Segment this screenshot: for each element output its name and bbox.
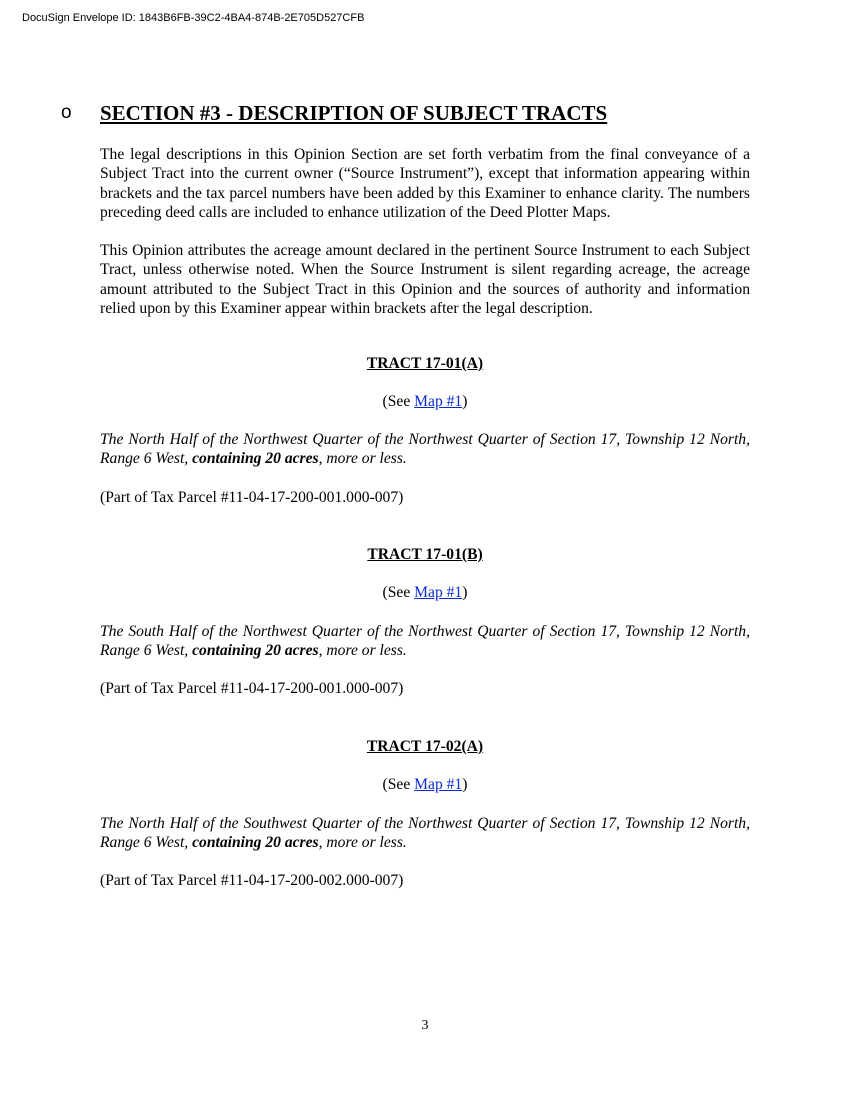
legal-text: The South Half of the Northwest Quarter of the Northwest Quarter of Section 17, Township 12 North, Range 6 West, <box>100 623 750 660</box>
see-suffix: ) <box>462 584 468 601</box>
map-link[interactable]: Map #1 <box>414 393 463 410</box>
legal-acreage: containing 20 acres <box>192 642 319 660</box>
legal-text-end: , more or less. <box>318 642 407 660</box>
tract-block-2-title <box>100 545 750 564</box>
tract-block-1-map-ref <box>100 392 750 411</box>
tract-block-3-legal-description <box>100 814 750 853</box>
map-link[interactable]: Map #1 <box>414 776 463 793</box>
section-heading: SECTION #3 - DESCRIPTION OF SUBJECT TRACTS <box>100 101 608 125</box>
see-prefix: (See <box>382 776 415 793</box>
tract-block-3-title <box>100 737 750 756</box>
legal-text-end: , more or less. <box>318 834 407 852</box>
tract-block-3-tax-parcel: (Part of Tax Parcel #11-04-17-200-002.000-007) <box>100 872 404 889</box>
tract-block-2-map-ref <box>100 583 750 602</box>
tract-title: TRACT 17-02(A) <box>366 738 484 755</box>
legal-acreage: containing 20 acres <box>192 834 319 852</box>
tract-title: TRACT 17-01(A) <box>366 355 484 372</box>
legal-text: The North Half of the Southwest Quarter of the Northwest Quarter of Section 17, Township 12 North, Range 6 West, <box>100 815 750 852</box>
tract-block-1-tax-parcel: (Part of Tax Parcel #11-04-17-200-001.000-007) <box>100 489 404 506</box>
tract-block-1-legal-description <box>100 430 750 469</box>
intro-paragraph-2: This Opinion attributes the acreage amount declared in the pertinent Source Instrument to each Subject Tract, unless otherwise noted. When the Source Instrument is silent regarding acreage, the acreage amount attributed to the Subject Tract in this Opinion and the sources of authority and information relied upon by this Examiner appear within brackets after the legal description. <box>100 242 750 317</box>
tract-block-2-legal-description <box>100 622 750 661</box>
map-link[interactable]: Map #1 <box>414 584 463 601</box>
see-suffix: ) <box>462 776 468 793</box>
see-prefix: (See <box>382 584 415 601</box>
tract-block-1-title <box>100 354 750 373</box>
tract-block-3-map-ref <box>100 775 750 794</box>
see-suffix: ) <box>462 393 468 410</box>
tract-title: TRACT 17-01(B) <box>367 546 483 563</box>
section-bullet: o <box>61 102 72 123</box>
tract-block-2-tax-parcel: (Part of Tax Parcel #11-04-17-200-001.000-007) <box>100 680 404 697</box>
docusign-envelope-id: DocuSign Envelope ID: 1843B6FB-39C2-4BA4-874B-2E705D527CFB <box>22 12 365 24</box>
page-number: 3 <box>421 1018 429 1033</box>
legal-acreage: containing 20 acres <box>192 450 319 468</box>
legal-text-end: , more or less. <box>318 450 407 468</box>
intro-paragraph-1: The legal descriptions in this Opinion Section are set forth verbatim from the final conveyance of a Subject Tract into the current owner (“Source Instrument”), except that information appearing within brackets and the tax parcel numbers have been added by this Examiner to enhance clarity. The numbers preceding deed calls are included to enhance utilization of the Deed Plotter Maps. <box>100 146 750 221</box>
see-prefix: (See <box>382 393 415 410</box>
legal-text: The North Half of the Northwest Quarter of the Northwest Quarter of Section 17, Township 12 North, Range 6 West, <box>100 431 750 468</box>
